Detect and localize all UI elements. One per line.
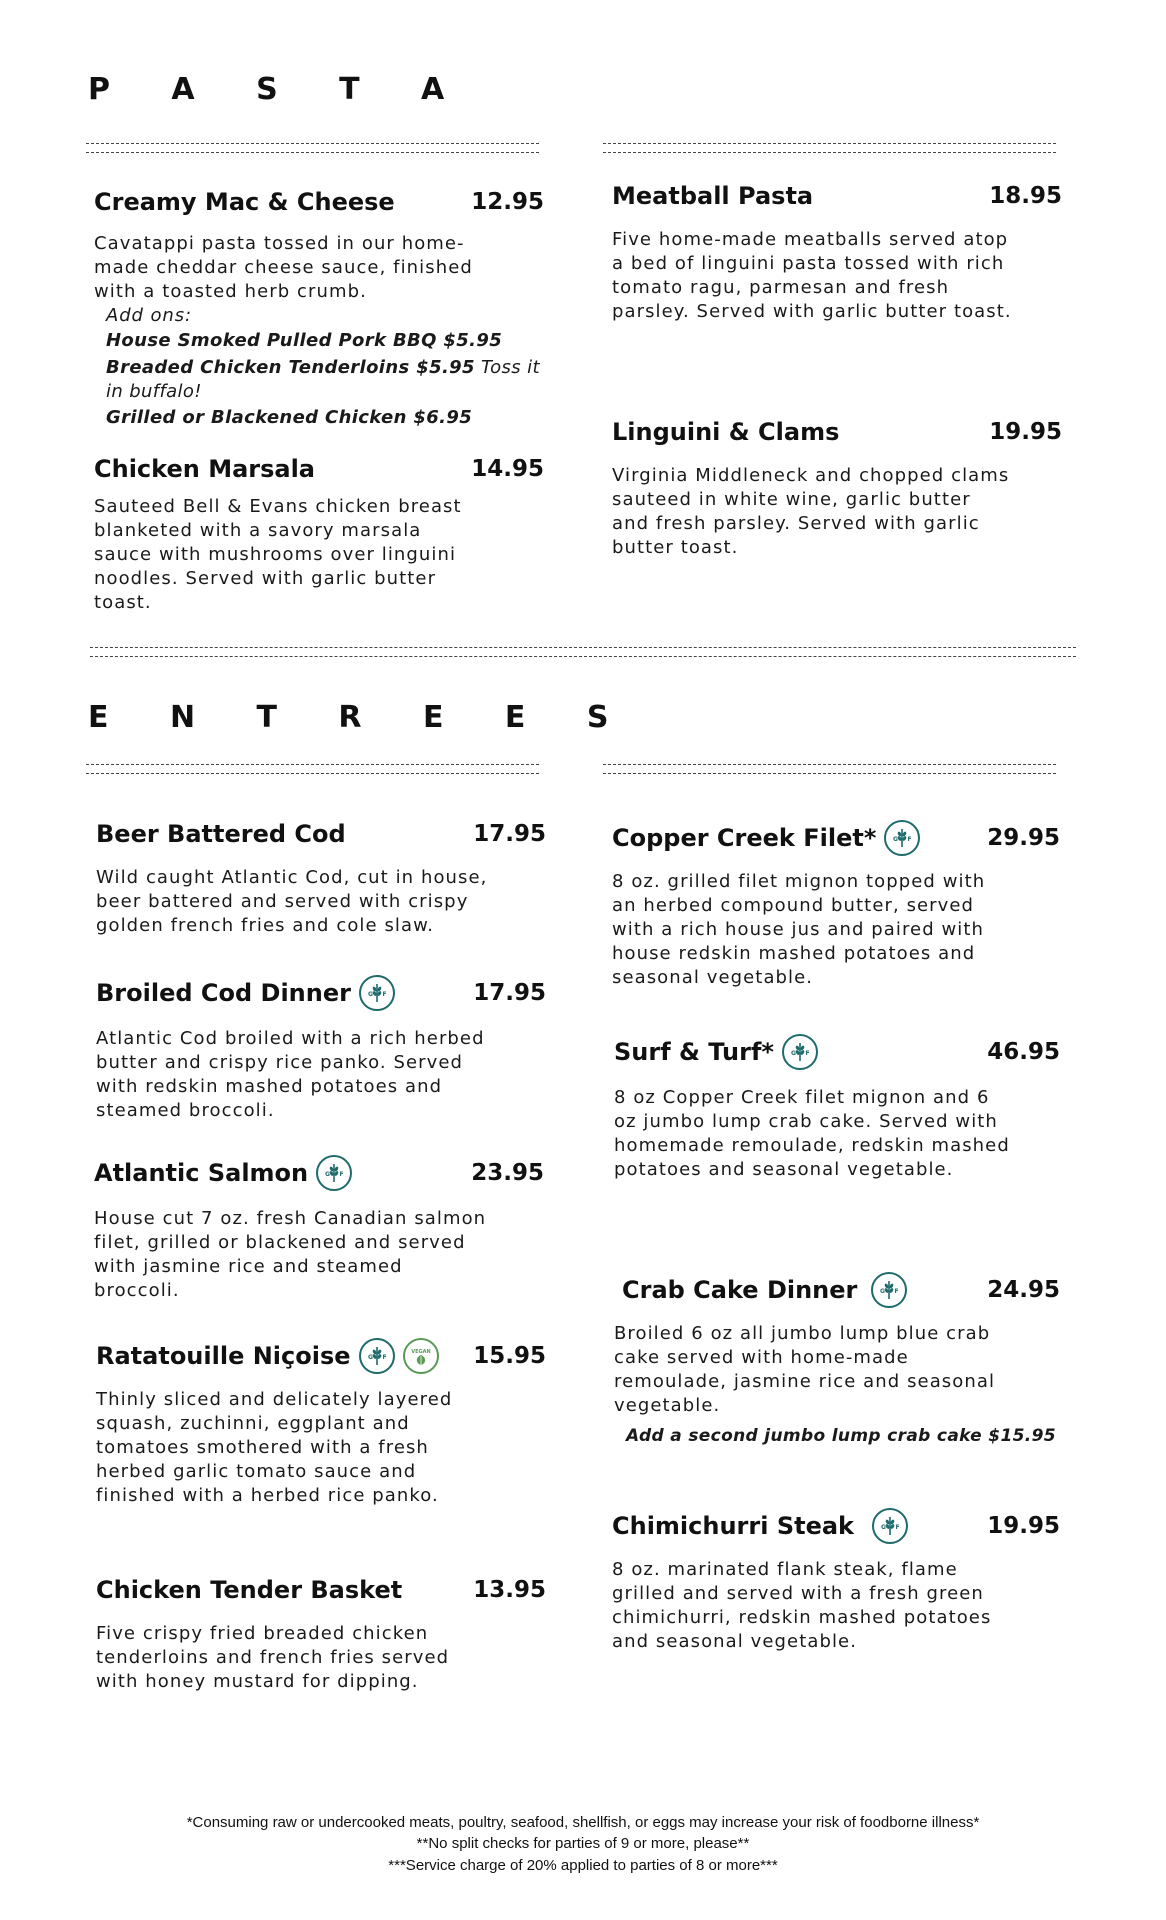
item-price: 12.95 [471,189,544,215]
item-description: Sauteed Bell & Evans chicken breast blanketed with a savory marsala sauce with mushrooms over linguini noodles. Served with garlic butter toast. [94,496,462,613]
menu-item-beer-battered-cod [96,820,546,938]
gluten-free-icon [359,1338,395,1374]
item-name: Ratatouille Niçoise [96,1342,351,1370]
item-price: 17.95 [473,980,546,1006]
item-name: Surf & Turf* [614,1038,774,1066]
addon-item [106,356,544,405]
item-name: Crab Cake Dinner [622,1276,858,1304]
gluten-free-icon [871,1272,907,1308]
pasta-section-title: P A S T A [88,72,470,107]
addon-note: Toss it in buffalo! [106,356,540,402]
footer-line: *Consuming raw or undercooked meats, poultry, seafood, shellfish, or eggs may increase your risk of foodborne illness* [186,1814,980,1831]
item-price: 19.95 [987,1513,1060,1539]
svg-text:G: G [880,1288,886,1295]
menu-item-chicken-marsala [94,455,544,615]
item-name: Beer Battered Cod [96,820,346,848]
item-description: Cavatappi pasta tossed in our home-made cheddar cheese sauce, finished with a toasted herb crumb. [94,233,473,302]
item-price: 23.95 [471,1160,544,1186]
item-price: 14.95 [471,456,544,482]
footer-line: **No split checks for parties of 9 or more, please** [416,1835,750,1853]
svg-text:VEGAN: VEGAN [410,1349,431,1355]
menu-item-chimichurri-steak [612,1508,1060,1654]
divider [603,764,1056,774]
item-name: Creamy Mac & Cheese [94,188,395,216]
item-price: 29.95 [987,825,1060,851]
svg-text:G: G [367,1354,373,1361]
svg-text:F: F [895,1524,900,1531]
gluten-free-icon [872,1508,908,1544]
item-description: Virginia Middleneck and chopped clams sauteed in white wine, garlic butter and fresh parsley. Served with garlic butter toast. [612,465,1010,558]
svg-text:F: F [382,1354,387,1361]
menu-item-mac-cheese [94,188,544,430]
item-name: Copper Creek Filet* [612,824,877,852]
item-price: 17.95 [473,821,546,847]
footer-notes [0,1812,1166,1876]
svg-text:G: G [790,1050,796,1057]
divider [603,143,1056,153]
item-price: 24.95 [987,1277,1060,1303]
item-name: Atlantic Salmon [94,1159,309,1187]
divider [90,647,1076,657]
addon-text: House Smoked Pulled Pork BBQ $5.95 [106,330,503,352]
item-name: Linguini & Clams [612,418,840,446]
item-price: 46.95 [987,1039,1060,1065]
svg-text:G: G [893,836,899,843]
svg-text:F: F [907,836,913,843]
addon-item [106,406,544,430]
addon-item [106,329,544,353]
svg-text:G: G [881,1524,886,1531]
menu-item-meatball-pasta [612,182,1062,324]
item-description: Atlantic Cod broiled with a rich herbed butter and crispy rice panko. Served with redskin mashed potatoes and steamed broccoli. [96,1028,485,1121]
item-name: Chicken Marsala [94,455,316,483]
item-price: 18.95 [989,183,1062,209]
vegan-icon [403,1338,439,1374]
item-name: Chicken Tender Basket [96,1576,403,1604]
svg-text:F: F [894,1288,899,1295]
menu-item-atlantic-salmon [94,1155,544,1303]
item-description: Wild caught Atlantic Cod, cut in house, beer battered and served with crispy golden french fries and cole slaw. [96,867,488,936]
menu-item-chicken-tender-basket [96,1576,546,1694]
menu-item-crab-cake-dinner [614,1272,1060,1446]
divider [86,764,539,774]
menu-item-ratatouille [96,1338,546,1508]
item-description: 8 oz. marinated flank steak, flame grilled and served with a fresh green chimichurri, redskin mashed potatoes and seasonal vegetable. [612,1559,992,1652]
gluten-free-icon [884,820,920,856]
menu-item-linguini-clams [612,418,1062,560]
svg-text:F: F [382,991,387,998]
gluten-free-icon [316,1155,352,1191]
item-description: Broiled 6 oz all jumbo lump blue crab cake served with home-made remoulade, jasmine rice and seasonal vegetable. [614,1323,996,1416]
item-description: 8 oz Copper Creek filet mignon and 6 oz jumbo lump crab cake. Served with homemade remoulade, redskin mashed potatoes and seasonal vegetable. [614,1087,1010,1180]
svg-text:F: F [805,1050,810,1057]
menu-item-surf-turf [614,1034,1060,1182]
item-price: 15.95 [473,1343,546,1369]
addons-label: Add ons: [106,304,192,326]
item-price: 13.95 [473,1577,546,1603]
footer-line: ***Service charge of 20% applied to parties of 8 or more*** [388,1856,778,1874]
menu-item-copper-creek-filet [612,820,1060,990]
addon-text: Grilled or Blackened Chicken $6.95 [106,407,473,429]
svg-text:F: F [339,1171,344,1178]
item-name: Broiled Cod Dinner [96,979,351,1007]
item-price: 19.95 [989,419,1062,445]
item-description: Five crispy fried breaded chicken tenderloins and french fries served with honey mustard for dipping. [96,1623,450,1692]
item-description: Thinly sliced and delicately layered squash, zuchinni, eggplant and tomatoes smothered with a fresh herbed garlic tomato sauce and finished with a herbed rice panko. [96,1389,453,1506]
addon-text: Breaded Chicken Tenderloins $5.95 [106,356,475,378]
gluten-free-icon [359,975,395,1011]
item-description: House cut 7 oz. fresh Canadian salmon filet, grilled or blackened and served with jasmine rice and steamed broccoli. [94,1208,487,1301]
menu-item-broiled-cod [96,975,546,1123]
item-name: Meatball Pasta [612,182,814,210]
item-description: Five home-made meatballs served atop a bed of linguini pasta tossed with rich tomato ragu, parmesan and fresh parsley. Served with garlic butter toast. [612,229,1012,322]
divider [86,143,539,153]
gluten-free-icon [782,1034,818,1070]
svg-text:G: G [367,991,373,998]
svg-text:G: G [325,1171,331,1178]
item-name: Chimichurri Steak [612,1512,855,1540]
entrees-section-title: E N T R E E S [88,700,634,735]
item-description: 8 oz. grilled filet mignon topped with an herbed compound butter, served with a rich house jus and paired with house redskin mashed potatoes and seasonal vegetable. [612,871,986,988]
addon-note: Add a second jumbo lump crab cake $15.95 [626,1425,1056,1446]
